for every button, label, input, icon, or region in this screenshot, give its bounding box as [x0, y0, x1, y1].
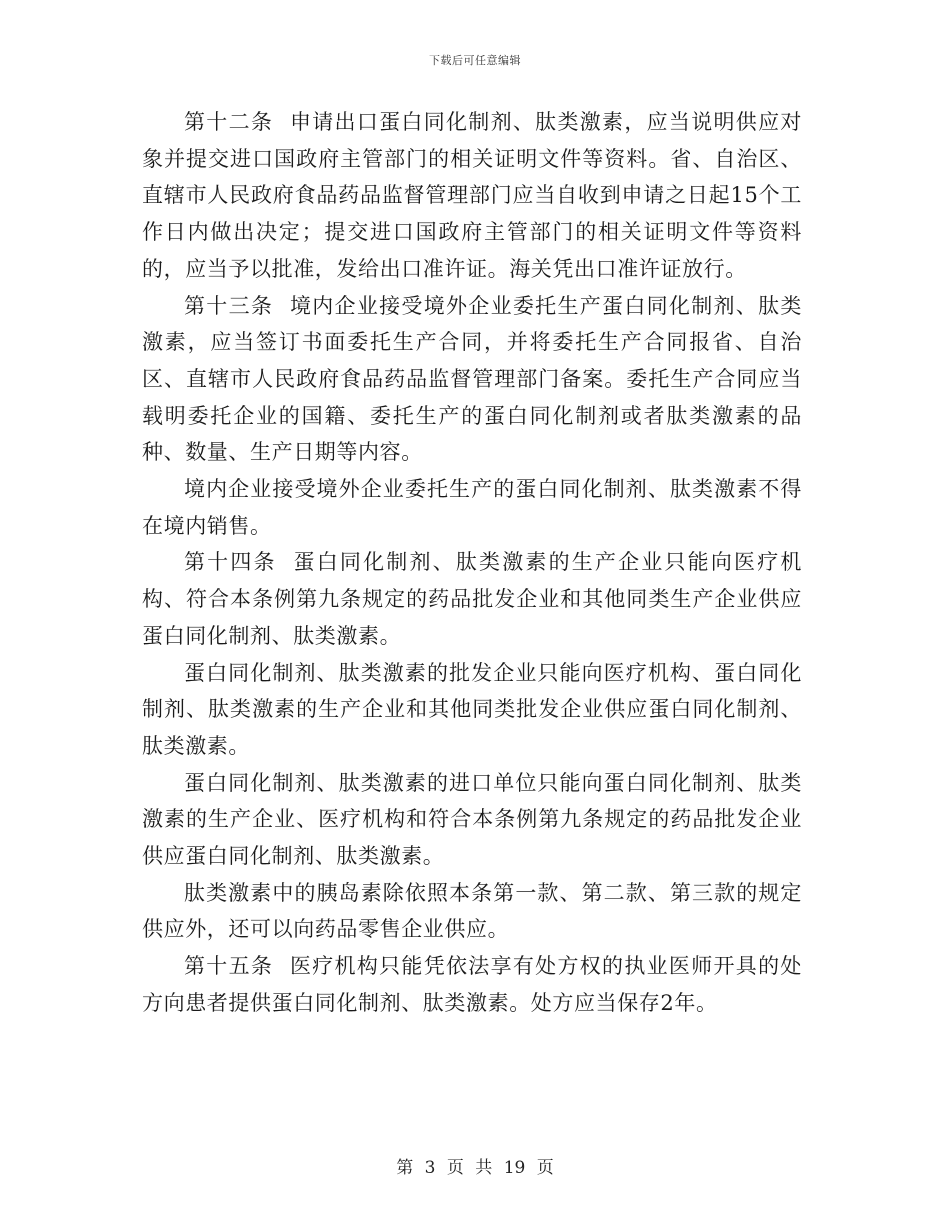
paragraph-text: 境内企业接受境外企业委托生产的蛋白同化制剂、肽类激素不得在境内销售。 [142, 477, 802, 538]
article-number: 第十五条 [184, 954, 274, 979]
paragraph-text: 申请出口蛋白同化制剂、肽类激素，应当说明供应对象并提交进口国政府主管部门的相关证明文件等资料。省、自治区、直辖市人民政府食品药品监督管理部门应当自收到申请之日起15个工作日内做出决定；提交进口国政府主管部门的相关证明文件等资料的，应当予以批准，发给出口准许证。海关凭出口准许证放行。 [142, 110, 802, 281]
paragraph [142, 655, 802, 765]
paragraph-text: 境内企业接受境外企业委托生产蛋白同化制剂、肽类激素，应当签订书面委托生产合同，并将委托生产合同报省、自治区、直辖市人民政府食品药品监督管理部门备案。委托生产合同应当载明委托企业的国籍、委托生产的蛋白同化制剂或者肽类激素的品种、数量、生产日期等内容。 [142, 293, 802, 465]
paragraph-article-14 [142, 544, 802, 654]
paragraph-text: 蛋白同化制剂、肽类激素的批发企业只能向医疗机构、蛋白同化制剂、肽类激素的生产企业和其他同类批发企业供应蛋白同化制剂、肽类激素。 [142, 660, 802, 758]
article-number: 第十二条 [184, 110, 274, 134]
paragraph [142, 765, 802, 875]
article-number: 第十四条 [184, 550, 277, 575]
paragraph-text: 蛋白同化制剂、肽类激素的生产企业只能向医疗机构、符合本条例第九条规定的药品批发企业和其他同类生产企业供应蛋白同化制剂、肽类激素。 [142, 550, 803, 648]
paragraph-text: 肽类激素中的胰岛素除依照本条第一款、第二款、第三款的规定供应外，还可以向药品零售企业供应。 [142, 880, 802, 942]
paragraph-text: 医疗机构只能凭依法享有处方权的执业医师开具的处方向患者提供蛋白同化制剂、肽类激素。处方应当保存2年。 [142, 954, 802, 1015]
page-header-note: 下载后可任意编辑 [429, 54, 521, 67]
paragraph-article-15 [142, 948, 802, 1021]
paragraph-article-13 [142, 288, 802, 472]
paragraph-text: 蛋白同化制剂、肽类激素的进口单位只能向蛋白同化制剂、肽类激素的生产企业、医疗机构和符合本条例第九条规定的药品批发企业供应蛋白同化制剂、肽类激素。 [142, 770, 802, 869]
article-number: 第十三条 [184, 293, 274, 318]
paragraph [142, 471, 802, 544]
page-number-footer: 第 3 页 共 19 页 [396, 1158, 554, 1178]
paragraph [142, 875, 802, 948]
document-body [142, 104, 802, 1022]
paragraph-article-12 [142, 104, 802, 288]
